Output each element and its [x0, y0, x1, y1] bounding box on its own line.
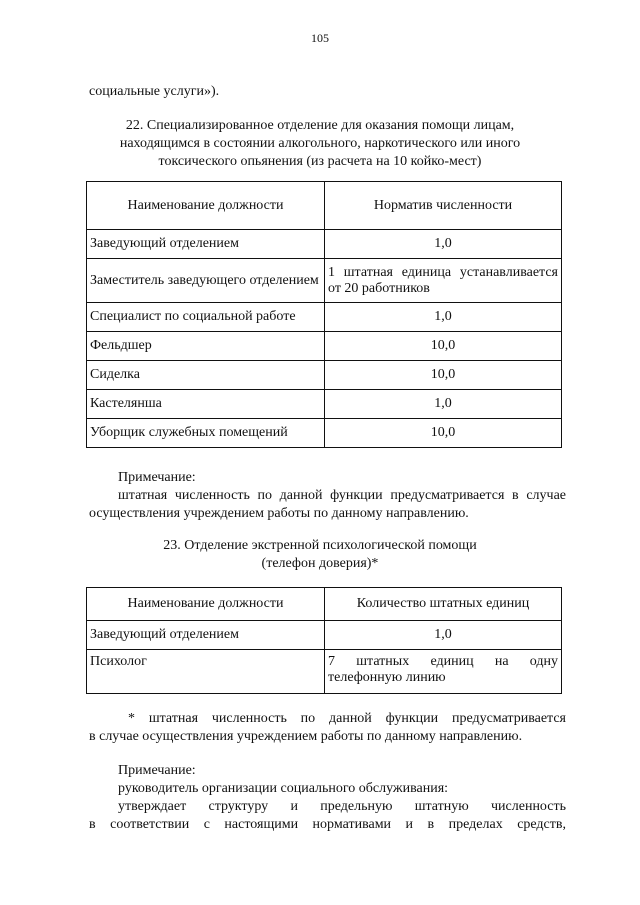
section23-note-line-2: утверждает структуру и предельную штатную численность — [118, 799, 566, 814]
column-header-norm: Норматив численности — [325, 182, 562, 230]
norm-cell: 1,0 — [325, 230, 562, 259]
section23-title-line-1: 23. Отделение экстренной психологической помощи — [163, 538, 477, 553]
position-cell: Заведующий отделением — [87, 621, 325, 650]
section23-note-line-3: в соответствии с настоящими нормативами и в пределах средств, — [89, 817, 566, 832]
column-header-position: Наименование должности — [87, 588, 325, 621]
norm-cell: 1,0 — [325, 390, 562, 419]
table-row — [87, 361, 562, 390]
table-row — [87, 621, 562, 650]
column-header-count: Количество штатных единиц — [325, 588, 562, 621]
section22-staff-table — [86, 181, 562, 448]
intro-line: социальные услуги»). — [89, 84, 220, 99]
section23-note-label: Примечание: — [118, 763, 196, 778]
position-cell: Специалист по социальной работе — [87, 303, 325, 332]
position-cell: Кастелянша — [87, 390, 325, 419]
count-cell: 1,0 — [325, 621, 562, 650]
section22-note-label: Примечание: — [118, 470, 196, 485]
section23-note-line-1: руководитель организации социального обслуживания: — [118, 781, 449, 796]
norm-cell: 10,0 — [325, 361, 562, 390]
page-number: 105 — [311, 31, 329, 45]
table-row — [87, 419, 562, 448]
table-row — [87, 230, 562, 259]
norm-cell: 10,0 — [325, 419, 562, 448]
section23-title-line-2: (телефон доверия)* — [261, 556, 379, 571]
position-cell: Психолог — [87, 650, 325, 694]
position-cell: Фельдшер — [87, 332, 325, 361]
section23-footnote-line-2: в случае осуществления учреждением работы по данному направлению. — [89, 729, 523, 744]
section22-title-line-3: токсического опьянения (из расчета на 10 койко-мест) — [158, 154, 482, 169]
position-cell: Заведующий отделением — [87, 230, 325, 259]
section22-title-line-2: находящимся в состоянии алкогольного, наркотического или иного — [119, 136, 521, 151]
position-cell: Заместитель заведующего отделением — [87, 259, 325, 303]
section23-footnote-line-1: * штатная численность по данной функции предусматривается — [128, 711, 566, 726]
table-header-row — [87, 588, 562, 621]
table-row — [87, 303, 562, 332]
count-cell: 7 штатных единиц на одну телефонную линию — [325, 650, 562, 694]
column-header-position: Наименование должности — [87, 182, 325, 230]
section23-staff-table — [86, 587, 562, 694]
norm-cell: 1,0 — [325, 303, 562, 332]
section22-note-line-1: штатная численность по данной функции предусматривается в случае — [118, 488, 566, 503]
table-header-row — [87, 182, 562, 230]
norm-cell: 10,0 — [325, 332, 562, 361]
table-row — [87, 390, 562, 419]
position-cell: Сиделка — [87, 361, 325, 390]
table-row — [87, 650, 562, 694]
position-cell: Уборщик служебных помещений — [87, 419, 325, 448]
table-row — [87, 332, 562, 361]
section22-note-line-2: осуществления учреждением работы по данному направлению. — [89, 506, 469, 521]
norm-cell: 1 штатная единица устанавливается от 20 работников — [325, 259, 562, 303]
section22-title-line-1: 22. Специализированное отделение для оказания помощи лицам, — [125, 118, 515, 133]
table-row — [87, 259, 562, 303]
